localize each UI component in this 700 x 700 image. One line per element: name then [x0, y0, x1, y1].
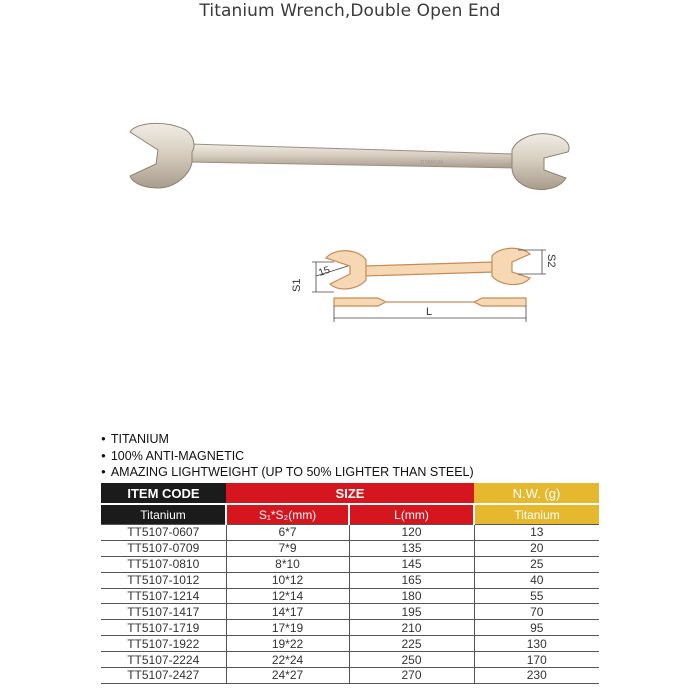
feature-item: ● AMAZING LIGHTWEIGHT (UP TO 50% LIGHTER THAN STEEL) — [101, 465, 474, 482]
size-cell: 10*12 — [226, 572, 349, 588]
label-s1: S1 — [291, 278, 303, 292]
item-code-cell: TT5107-1922 — [101, 636, 226, 652]
weight-cell: 55 — [474, 588, 599, 604]
table-row — [101, 556, 599, 572]
length-cell: 270 — [349, 668, 474, 684]
subheader-length: L(mm) — [349, 504, 474, 525]
size-cell: 12*14 — [226, 588, 349, 604]
feature-list — [101, 432, 474, 482]
table-row — [101, 668, 599, 684]
length-cell: 250 — [349, 652, 474, 668]
item-code-cell: TT5107-1719 — [101, 620, 226, 636]
item-code-cell: TT5107-1012 — [101, 572, 226, 588]
weight-cell: 170 — [474, 652, 599, 668]
item-code-cell: TT5107-0709 — [101, 540, 226, 556]
length-cell: 145 — [349, 556, 474, 572]
subheader-opening-size: S₁*S₂(mm) — [226, 504, 349, 525]
weight-cell: 40 — [474, 572, 599, 588]
page-title: Titanium Wrench,Double Open End — [199, 1, 501, 21]
weight-cell: 95 — [474, 620, 599, 636]
table-row — [101, 652, 599, 668]
length-cell: 225 — [349, 636, 474, 652]
weight-cell: 25 — [474, 556, 599, 572]
subheader-material: Titanium — [101, 504, 226, 525]
length-cell: 165 — [349, 572, 474, 588]
label-angle: 15 — [317, 264, 332, 279]
label-s2: S2 — [545, 254, 557, 268]
item-code-cell: TT5107-1417 — [101, 604, 226, 620]
size-cell: 24*27 — [226, 668, 349, 684]
feature-item: ● 100% ANTI-MAGNETIC — [101, 449, 474, 466]
weight-cell: 230 — [474, 668, 599, 684]
length-cell: 180 — [349, 588, 474, 604]
table-row — [101, 636, 599, 652]
weight-cell: 70 — [474, 604, 599, 620]
subheader-weight-material: Titanium — [474, 504, 599, 525]
item-code-cell: TT5107-1214 — [101, 588, 226, 604]
table-row — [101, 572, 599, 588]
header-size: SIZE — [226, 483, 474, 504]
table-row — [101, 620, 599, 636]
size-cell: 8*10 — [226, 556, 349, 572]
spec-table — [101, 483, 599, 684]
wrench-photo — [120, 118, 580, 198]
weight-cell: 13 — [474, 525, 599, 541]
size-cell: 14*17 — [226, 604, 349, 620]
label-length: L — [426, 306, 433, 318]
svg-text:TITANIUM: TITANIUM — [420, 160, 444, 166]
length-cell: 210 — [349, 620, 474, 636]
header-net-weight: N.W. (g) — [474, 483, 599, 504]
size-cell: 17*19 — [226, 620, 349, 636]
item-code-cell: TT5107-2427 — [101, 668, 226, 684]
size-cell: 19*22 — [226, 636, 349, 652]
length-cell: 120 — [349, 525, 474, 541]
table-row — [101, 540, 599, 556]
weight-cell: 20 — [474, 540, 599, 556]
table-body — [101, 525, 599, 684]
feature-item: ● TITANIUM — [101, 432, 474, 449]
item-code-cell: TT5107-2224 — [101, 652, 226, 668]
header-item-code: ITEM CODE — [101, 483, 226, 504]
length-cell: 135 — [349, 540, 474, 556]
length-cell: 195 — [349, 604, 474, 620]
size-cell: 7*9 — [226, 540, 349, 556]
item-code-cell: TT5107-0607 — [101, 525, 226, 541]
size-cell: 6*7 — [226, 525, 349, 541]
weight-cell: 130 — [474, 636, 599, 652]
size-cell: 22*24 — [226, 652, 349, 668]
wrench-dimension-diagram — [286, 240, 557, 330]
table-row — [101, 604, 599, 620]
table-row — [101, 525, 599, 541]
item-code-cell: TT5107-0810 — [101, 556, 226, 572]
table-row — [101, 588, 599, 604]
